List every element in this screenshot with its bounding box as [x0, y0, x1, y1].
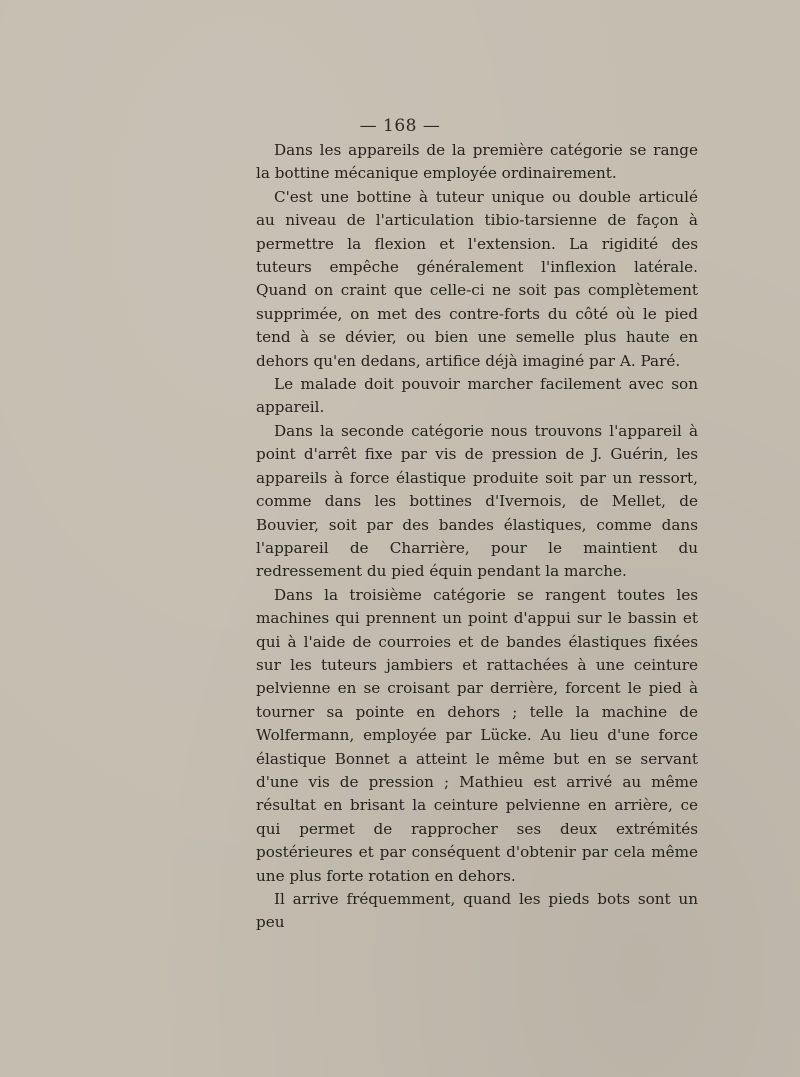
paragraph-4: Dans la seconde catégorie nous trouvons l'appareil à point d'arrêt fixe par vis de pression de J. Guérin, les appareils à force élastique produite soit par un ressort, comme dans les bottines d'Ivernois, de Mellet, de Bouvier, soit par des bandes élastiques, comme dans l'appareil de Charrière, pour le maintient du redressement du pied équin pendant la marche.: [256, 421, 698, 581]
body-text: [256, 139, 698, 935]
page-number: — 168 —: [359, 116, 441, 136]
paragraph-5: Dans la troisième catégorie se rangent toutes les machines qui prennent un point d'appui sur le bassin et qui à l'aide de courroies et de bandes élastiques fixées sur les tuteurs jambiers et rattachées à une ceinture pelvienne en se croisant par derrière, forcent le pied à tourner sa pointe en dehors ; telle la machine de Wolfermann, employée par Lücke. Au lieu d'une force élastique Bonnet a atteint le même but en se servant d'une vis de pression ; Mathieu est arrivé au même résultat en brisant la ceinture pelvienne en arrière, ce qui permet de rapprocher ses deux extrémités postérieures et par conséquent d'obtenir par cela même une plus forte rotation en dehors.: [256, 585, 698, 885]
paragraph-2: C'est une bottine à tuteur unique ou double articulé au niveau de l'articulation tibio-tarsienne de façon à permettre la flexion et l'extension. La rigidité des tuteurs empêche généralement l'inflexion latérale. Quand on craint que celle-ci ne soit pas complètement supprimée, on met des contre-forts du côté où le pied tend à se dévier, ou bien une semelle plus haute en dehors qu'en dedans, artifice déjà imaginé par A. Paré.: [256, 187, 698, 370]
paragraph-3: Le malade doit pouvoir marcher facilement avec son appareil.: [256, 375, 698, 417]
paragraph-1: Dans les appareils de la première catégorie se range la bottine mécanique employée ordinairement.: [256, 141, 698, 183]
paragraph-6: Il arrive fréquemment, quand les pieds bots sont un peu: [256, 890, 698, 932]
